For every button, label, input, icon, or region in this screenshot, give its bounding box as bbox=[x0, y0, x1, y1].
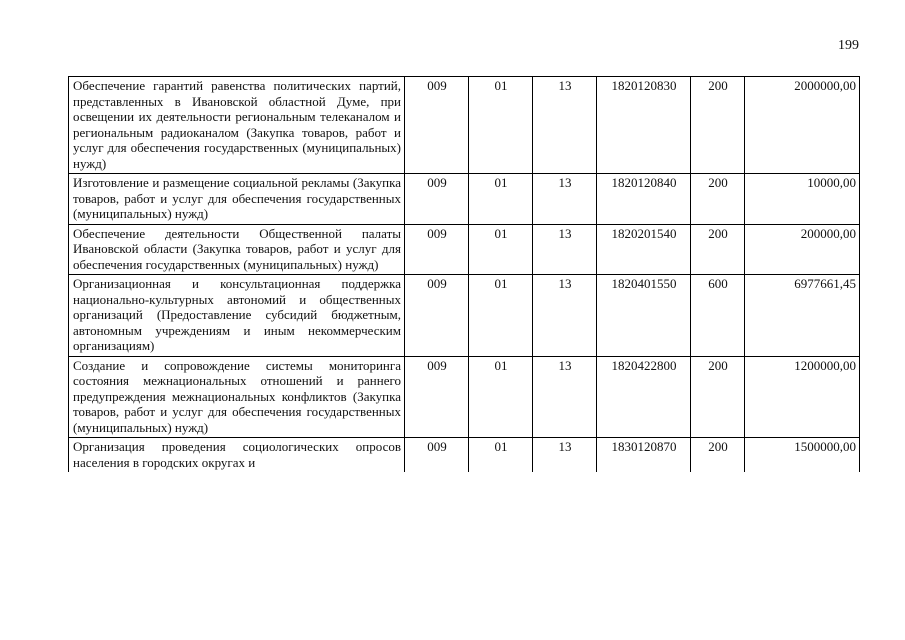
ministry-code: 009 bbox=[405, 356, 469, 438]
section-code: 01 bbox=[469, 275, 533, 357]
table-row bbox=[69, 77, 860, 174]
amount: 2000000,00 bbox=[745, 77, 860, 174]
amount: 200000,00 bbox=[745, 224, 860, 275]
subsection-code: 13 bbox=[533, 356, 597, 438]
expense-type-code: 600 bbox=[691, 275, 745, 357]
target-article-code: 1820120840 bbox=[597, 174, 691, 225]
amount: 10000,00 bbox=[745, 174, 860, 225]
ministry-code: 009 bbox=[405, 438, 469, 473]
expense-type-code: 200 bbox=[691, 438, 745, 473]
table-row bbox=[69, 356, 860, 438]
ministry-code: 009 bbox=[405, 224, 469, 275]
expense-type-code: 200 bbox=[691, 174, 745, 225]
row-description: Организация проведения социологических опросов населения в городских округах и bbox=[69, 438, 405, 473]
expense-type-code: 200 bbox=[691, 224, 745, 275]
section-code: 01 bbox=[469, 356, 533, 438]
row-description: Обеспечение деятельности Общественной палаты Ивановской области (Закупка товаров, работ и услуг для обеспечения государственных (муниципальных) нужд) bbox=[69, 224, 405, 275]
ministry-code: 009 bbox=[405, 174, 469, 225]
row-description: Организационная и консультационная поддержка национально-культурных автономий и общественных организаций (Предоставление субсидий бюджетным, автономным учреждениям и иным некоммерческим организациям) bbox=[69, 275, 405, 357]
table-row bbox=[69, 438, 860, 473]
subsection-code: 13 bbox=[533, 77, 597, 174]
target-article-code: 1820401550 bbox=[597, 275, 691, 357]
row-description: Обеспечение гарантий равенства политических партий, представленных в Ивановской областной Думе, при освещении их деятельности региональным телеканалом и региональным радиоканалом (Закупка товаров, работ и услуг для обеспечения государственных (муниципальных) нужд) bbox=[69, 77, 405, 174]
section-code: 01 bbox=[469, 438, 533, 473]
amount: 1500000,00 bbox=[745, 438, 860, 473]
subsection-code: 13 bbox=[533, 174, 597, 225]
row-description: Изготовление и размещение социальной рекламы (Закупка товаров, работ и услуг для обеспечения государственных (муниципальных) нужд) bbox=[69, 174, 405, 225]
section-code: 01 bbox=[469, 224, 533, 275]
target-article-code: 1820422800 bbox=[597, 356, 691, 438]
expense-type-code: 200 bbox=[691, 356, 745, 438]
table-row bbox=[69, 224, 860, 275]
target-article-code: 1820120830 bbox=[597, 77, 691, 174]
subsection-code: 13 bbox=[533, 275, 597, 357]
subsection-code: 13 bbox=[533, 224, 597, 275]
target-article-code: 1820201540 bbox=[597, 224, 691, 275]
section-code: 01 bbox=[469, 77, 533, 174]
row-description: Создание и сопровождение системы мониторинга состояния межнациональных отношений и раннего предупреждения межнациональных конфликтов (Закупка товаров, работ и услуг для обеспечения государственных (муниципальных) нужд) bbox=[69, 356, 405, 438]
subsection-code: 13 bbox=[533, 438, 597, 473]
section-code: 01 bbox=[469, 174, 533, 225]
amount: 6977661,45 bbox=[745, 275, 860, 357]
table-row bbox=[69, 275, 860, 357]
amount: 1200000,00 bbox=[745, 356, 860, 438]
expense-type-code: 200 bbox=[691, 77, 745, 174]
ministry-code: 009 bbox=[405, 275, 469, 357]
page-number: 199 bbox=[838, 38, 859, 53]
table-row bbox=[69, 174, 860, 225]
ministry-code: 009 bbox=[405, 77, 469, 174]
budget-table bbox=[68, 76, 860, 472]
target-article-code: 1830120870 bbox=[597, 438, 691, 473]
